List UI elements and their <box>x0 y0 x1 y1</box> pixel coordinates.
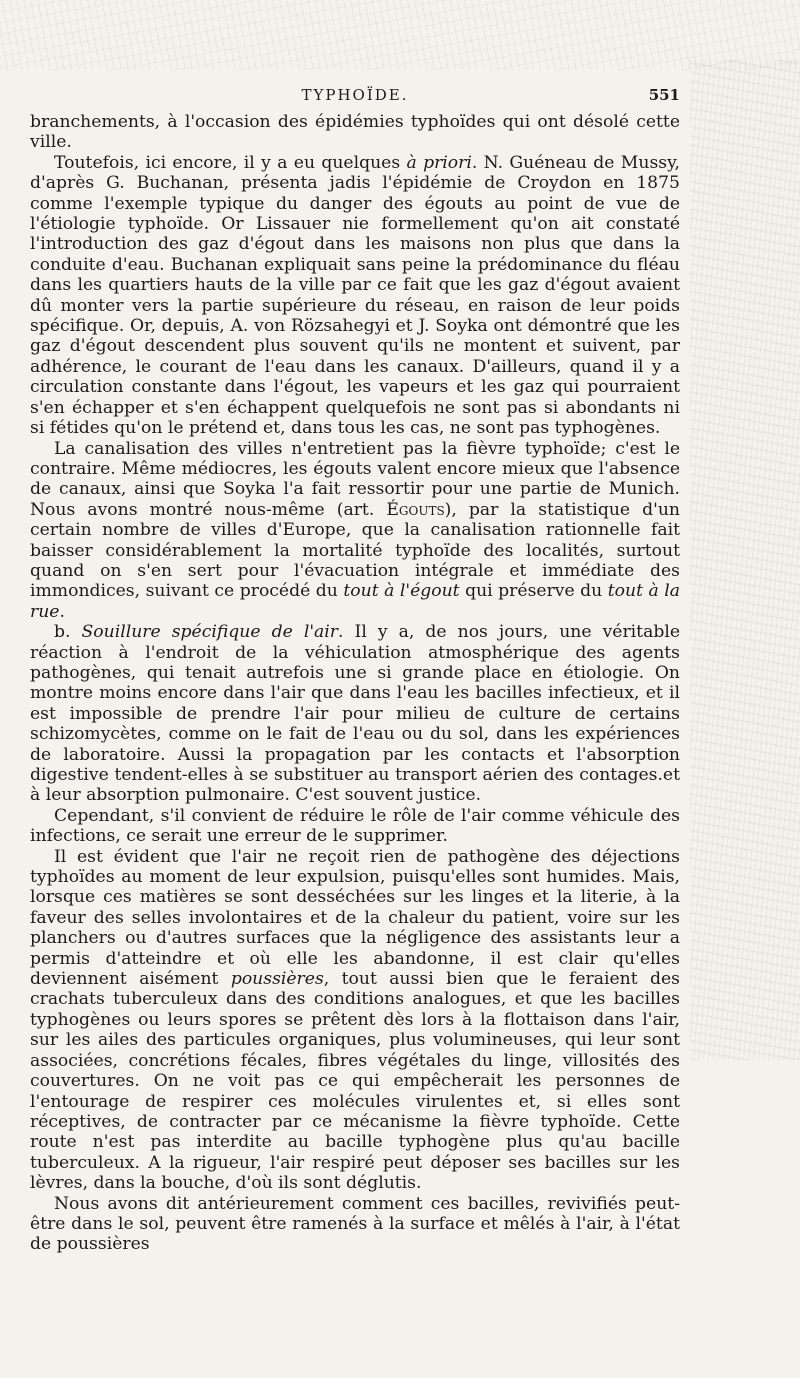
paragraph-p1 <box>30 112 680 153</box>
paragraph-p3 <box>30 439 680 623</box>
text-run: Nous avons dit antérieurement comment ces bacilles, revivifiés peut-être dans le sol, peuvent être ramenés à la surface et mêlés à l'air, à l'état de poussières <box>30 1193 680 1255</box>
page-number: 551 <box>648 86 680 104</box>
italic-text: à priori <box>406 152 472 173</box>
text-run: . Il y a, de nos jours, une véritable réaction à l'endroit de la véhiculation atmosphérique des agents pathogènes, qui tenait autrefois une si grande place en étiologie. On montre moins encore dans l'air que dans l'eau les bacilles infectieux, et il est impossible de prendre l'air pour milieu de culture de certains schizomycètes, comme on le fait de l'eau ou du sol, dans les expériences de laboratoire. Aussi la propagation par les contacts et l'absorption digestive tendent-elles à se substituer au transport aérien des contages.et à leur absorption pulmonaire. C'est souvent justice. <box>30 622 680 806</box>
text-run: , tout aussi bien que le feraient des crachats tuberculeux dans des conditions analogues, et que les bacilles typhogènes ou leurs spores se prêtent dès lors à la flottaison dans l'air, sur les ailes des particules organiques, plus volumineuses, qui leur sont associées, concrétions fécales, fibres végétales du linge, villosités des couvertures. On ne voit pas ce qui empêcherait les personnes de l'entourage de respirer ces molécules virulentes et, si elles sont réceptives, de contracter par ce mécanisme la fièvre typhoïde. Cette route n'est pas interdite au bacille typhogène plus qu'au bacille tuberculeux. A la rigueur, l'air respiré peut déposer ses bacilles sur les lèvres, dans la bouche, d'où ils sont déglutis. <box>30 969 680 1194</box>
paragraph-p7 <box>30 1194 680 1255</box>
italic-text: Souillure spécifique de l'air <box>81 622 339 643</box>
paragraph-p2 <box>30 153 680 439</box>
running-title: TYPHOÏDE. <box>301 86 409 104</box>
text-run: Cependant, s'il convient de réduire le rôle de l'air comme véhicule des infections, ce serait une erreur de le supprimer. <box>30 805 680 847</box>
scan-noise-margin <box>690 60 800 1060</box>
italic-text: tout à la rue <box>30 581 681 622</box>
paragraph-p5 <box>30 806 680 847</box>
italic-text: poussières <box>230 969 324 990</box>
text-run: branchements, à l'occasion des épidémies typhoïdes qui ont désolé cette ville. <box>30 112 680 153</box>
text-run: Il est évident que l'air ne reçoit rien de pathogène des déjections typhoïdes au moment de leur expulsion, puisqu'elles sont humides. Mais, lorsque ces matières se sont desséchées sur les linges et la literie, à la faveur des selles involontaires et de la chaleur du patient, voire sur les planchers ou d'autres surfaces que la négligence des assistants leur a permis d'atteindre et où elle les abandonne, il est clair qu'elles deviennent aisément <box>30 846 680 990</box>
paragraph-p4 <box>30 622 680 806</box>
text-run: Égouts <box>386 499 445 520</box>
text-run: La canalisation des villes n'entretient pas la fièvre typhoïde; c'est le contraire. Même médiocres, les égouts valent encore mieux que l'absence de canaux, ainsi que Soyka l'a fait ressortir pour une partie de Munich. Nous avons montré nous-même (art. <box>30 438 680 520</box>
text-run: qui préserve du <box>459 581 608 602</box>
text-run: Toutefois, ici encore, il y a eu quelques <box>54 152 407 173</box>
text-run: ), par la statistique d'un certain nombre de villes d'Europe, que la canalisation rationnelle fait baisser considérablement la mortalité typhoïde des localités, surtout quand on s'en sert pour l'évacuation intégrale et immédiate des immondices, suivant ce procédé du <box>30 499 680 602</box>
italic-text: tout à l'égout <box>343 581 460 602</box>
scan-noise-top <box>0 0 800 70</box>
paragraph-p6 <box>30 847 680 1194</box>
text-run: . N. Guéneau de Mussy, d'après G. Buchanan, présenta jadis l'épidémie de Croydon en 1875 comme l'exemple typique du danger des égouts au point de vue de l'étiologie typhoïde. Or Lissauer nie formellement qu'on ait constaté l'introduction des gaz d'égout dans les maisons non plus que dans la conduite d'eau. Buchanan expliquait sans peine la prédominance du fléau dans les quartiers hauts de la ville par ce fait que les gaz d'égout avaient dû monter vers la partie supérieure du réseau, en raison de leur poids spécifique. Or, depuis, A. von Rözsahegyi et J. Soyka ont démontré que les gaz d'égout descendent plus souvent qu'ils ne montent et suivent, par adhérence, le courant de l'eau dans les canaux. D'ailleurs, quand il y a circulation constante dans l'égout, les vapeurs et les gaz qui pourraient s'en échapper et s'en échappent quelquefois ne sont pas si abondants ni si fétides qu'on le prétend et, dans tous les cas, ne sont pas typhogènes. <box>30 152 680 439</box>
page-header <box>30 86 680 110</box>
body-text <box>30 112 680 1255</box>
text-run: b. <box>54 622 82 643</box>
text-run: . <box>59 601 65 622</box>
